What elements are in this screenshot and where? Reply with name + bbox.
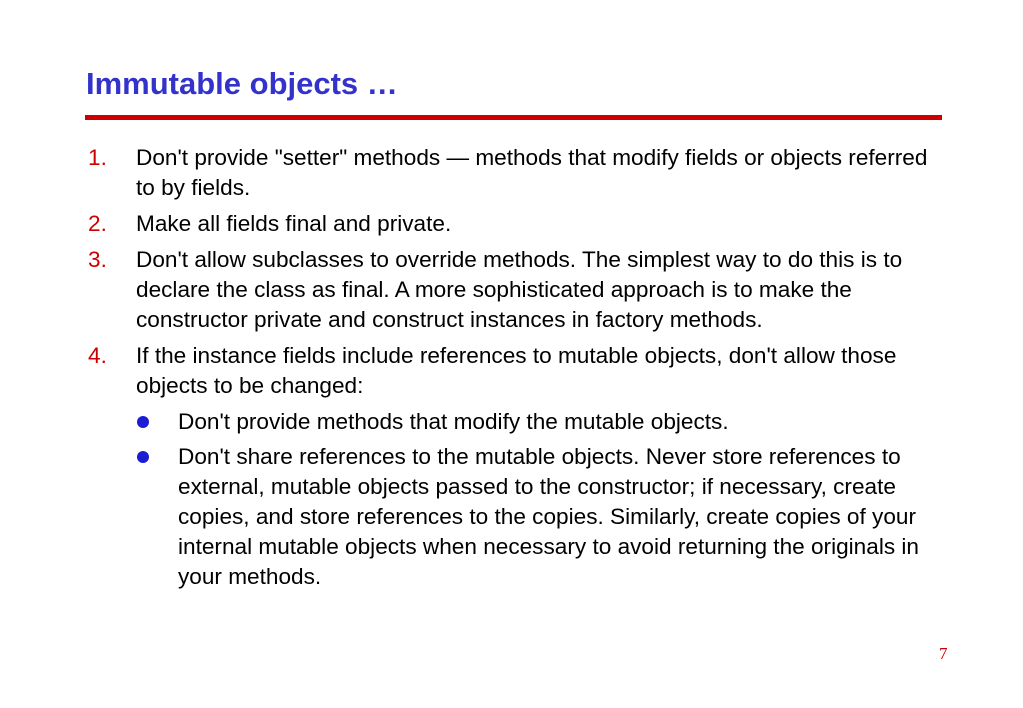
list-item-text: If the instance fields include references to mutable objects, don't allow those objects to be changed: <box>136 343 897 398</box>
list-number: 3. <box>88 247 107 272</box>
sub-list-item-text: Don't share references to the mutable objects. Never store references to external, mutable objects passed to the constructor; if necessary, create copies, and store references to the copies. Similarly, create copies of your internal mutable objects when necessary to avoid returning the originals in your methods. <box>178 444 919 589</box>
list-item-text: Don't allow subclasses to override methods. The simplest way to do this is to declare the class as final. A more sophisticated approach is to make the constructor private and construct instances in factory methods. <box>136 247 903 332</box>
list-item-text: Make all fields final and private. <box>136 211 452 236</box>
slide-title: Immutable objects … <box>86 66 398 101</box>
list-number: 1. <box>88 145 107 170</box>
title-divider <box>85 115 942 120</box>
list-number: 4. <box>88 343 107 368</box>
list-item-1 <box>88 143 948 203</box>
sub-list-item-1 <box>88 407 948 437</box>
list-item-3 <box>88 245 948 335</box>
list-item-text: Don't provide "setter" methods — methods that modify fields or objects referred to by fields. <box>136 145 928 200</box>
page-number: 7 <box>939 644 948 663</box>
sub-list-item-text: Don't provide methods that modify the mutable objects. <box>178 409 729 434</box>
slide-content <box>88 143 948 597</box>
bullet-icon <box>137 416 149 428</box>
list-number: 2. <box>88 211 107 236</box>
sub-list-item-2 <box>88 442 948 592</box>
list-item-4 <box>88 341 948 401</box>
bullet-icon <box>137 451 149 463</box>
list-item-2 <box>88 209 948 239</box>
